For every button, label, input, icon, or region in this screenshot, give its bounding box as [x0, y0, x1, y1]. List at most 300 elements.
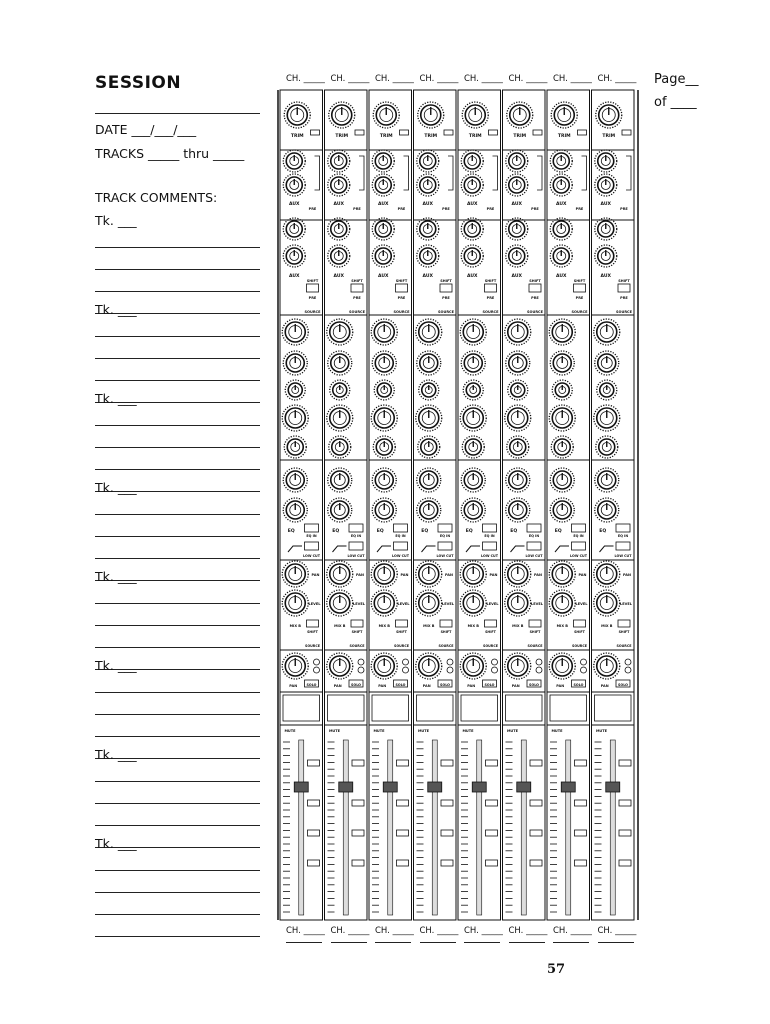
- indicator-led: [581, 667, 587, 673]
- mute-display: [506, 695, 543, 721]
- mixer-channel-strips: [276, 70, 642, 950]
- track-entry-label[interactable]: Tk. ___: [95, 658, 137, 673]
- channel-top-label[interactable]: CH. _____: [464, 74, 503, 84]
- track-entry-label[interactable]: Tk. ___: [95, 836, 137, 851]
- mixb-button: [485, 620, 497, 627]
- eq-in-button: [394, 524, 408, 532]
- trim-pad-switch: [489, 130, 498, 135]
- solo-label: SOLO: [618, 683, 628, 687]
- shift-button: [485, 284, 497, 292]
- fader-cap: [517, 782, 531, 792]
- channel-bottom-label[interactable]: CH. _____: [508, 926, 548, 936]
- source-label: SOURCE: [304, 644, 321, 648]
- trim-label: TRIM: [379, 134, 393, 139]
- pan-label: PAN: [467, 684, 476, 688]
- mute-label: MUTE: [551, 729, 563, 733]
- mute-display: [417, 695, 454, 721]
- low-cut-icon: [600, 546, 614, 552]
- pre-label: PRE: [531, 207, 539, 211]
- bus-assign-button: [397, 760, 409, 766]
- channel-bottom-label[interactable]: CH. _____: [286, 926, 325, 936]
- low-cut-label: LOW CUT: [347, 554, 365, 558]
- track-comment-line[interactable]: [95, 825, 260, 826]
- trim-label: TRIM: [602, 134, 616, 139]
- aux-label: AUX: [511, 202, 522, 207]
- source-label: SOURCE: [438, 310, 454, 314]
- solo-label: SOLO: [573, 683, 584, 687]
- track-comment-line[interactable]: [95, 536, 260, 537]
- track-entry-label[interactable]: Tk. ___: [95, 391, 137, 406]
- low-cut-icon: [422, 546, 436, 552]
- mixb-label: MIX B: [601, 624, 613, 628]
- aux-label: AUX: [600, 274, 611, 279]
- level-label: LEVEL: [442, 602, 454, 606]
- fader-track: [343, 740, 348, 915]
- page-of-field[interactable]: of ____: [654, 95, 697, 110]
- bus-assign-button: [308, 760, 320, 766]
- shift-label: SHIFT: [618, 279, 630, 283]
- indicator-led: [358, 659, 364, 665]
- channel-top-label[interactable]: CH. _____: [330, 74, 370, 84]
- channel-top-label[interactable]: CH. _____: [508, 74, 548, 84]
- track-comment-line[interactable]: [95, 447, 260, 448]
- trim-label: TRIM: [557, 134, 571, 139]
- low-cut-button: [305, 542, 319, 550]
- pre-label: PRE: [397, 207, 406, 211]
- eq-in-button: [483, 524, 497, 532]
- page-number: 57: [547, 962, 566, 977]
- fader-cap: [383, 782, 397, 792]
- fader-track: [388, 740, 393, 915]
- mixb-button: [396, 620, 408, 627]
- track-entry-label[interactable]: Tk. ___: [95, 569, 137, 584]
- solo-label: SOLO: [351, 683, 361, 687]
- fader-track: [477, 740, 482, 915]
- indicator-led: [625, 667, 631, 673]
- pre-label: PRE: [620, 207, 628, 211]
- source-label: SOURCE: [349, 644, 365, 648]
- session-notes-panel: [0, 0, 270, 1024]
- track-comment-line[interactable]: [95, 514, 260, 515]
- eq-in-button: [438, 524, 452, 532]
- trim-label: TRIM: [290, 134, 304, 139]
- aux-label: AUX: [556, 274, 567, 279]
- fader-cap: [428, 782, 442, 792]
- indicator-led: [447, 659, 453, 665]
- trim-pad-switch: [622, 130, 631, 135]
- channel-bottom-line: [598, 942, 634, 943]
- eq-in-label: EQ IN: [306, 534, 317, 538]
- mute-display: [550, 695, 587, 721]
- shift-label: SHIFT: [307, 630, 318, 634]
- eq-in-label: EQ IN: [350, 534, 362, 538]
- fader-track: [610, 740, 615, 915]
- channel-top-label[interactable]: CH. _____: [419, 74, 459, 84]
- mixb-label: MIX B: [289, 624, 301, 628]
- session-line: [95, 113, 260, 114]
- mixb-button: [574, 620, 586, 627]
- indicator-led: [492, 659, 498, 665]
- source-label: SOURCE: [616, 644, 632, 648]
- bus-assign-button: [486, 800, 498, 806]
- page-field[interactable]: Page__: [654, 72, 699, 87]
- shift-label: SHIFT: [396, 630, 407, 634]
- pre-label: PRE: [308, 207, 317, 211]
- track-comment-line[interactable]: [95, 558, 260, 559]
- track-comment-line[interactable]: [95, 647, 260, 648]
- eq-in-button: [616, 524, 630, 532]
- low-cut-icon: [377, 546, 391, 552]
- level-label: LEVEL: [353, 602, 365, 606]
- mixb-label: MIX B: [378, 624, 390, 628]
- eq-in-label: EQ IN: [439, 534, 451, 538]
- channel-bottom-line: [464, 942, 500, 943]
- aux-label: AUX: [378, 274, 389, 279]
- track-comment-line[interactable]: [95, 291, 260, 292]
- channel-bottom-label[interactable]: CH. _____: [375, 926, 414, 936]
- source-label: SOURCE: [349, 310, 365, 314]
- pan-label: PAN: [623, 573, 631, 577]
- channel-top-label[interactable]: CH. _____: [597, 74, 637, 84]
- eq-label: EQ: [332, 529, 340, 534]
- shift-button: [307, 284, 319, 292]
- pan-label: PAN: [511, 684, 520, 688]
- fader-cap: [339, 782, 353, 792]
- aux-label: AUX: [378, 202, 389, 207]
- low-cut-button: [527, 542, 541, 550]
- low-cut-icon: [555, 546, 569, 552]
- shift-label: SHIFT: [484, 279, 497, 283]
- track-comment-line[interactable]: [95, 269, 260, 270]
- channel-strip: [280, 90, 323, 920]
- pre-label: PRE: [620, 296, 628, 300]
- pan-label: PAN: [489, 573, 498, 577]
- aux-bracket: [448, 156, 453, 190]
- bus-assign-button: [308, 830, 320, 836]
- source-label: SOURCE: [571, 644, 588, 648]
- aux-bracket: [315, 156, 320, 190]
- bus-assign-button: [619, 800, 631, 806]
- low-cut-button: [394, 542, 408, 550]
- low-cut-label: LOW CUT: [436, 554, 454, 558]
- mixb-label: MIX B: [334, 624, 346, 628]
- shift-label: SHIFT: [395, 279, 408, 283]
- track-comment-line[interactable]: [95, 358, 260, 359]
- channel-bottom-line: [331, 942, 367, 943]
- level-label: LEVEL: [531, 602, 543, 606]
- channel-bottom-line: [553, 942, 589, 943]
- session-title: SESSION: [95, 73, 182, 93]
- source-label: SOURCE: [616, 310, 632, 314]
- pre-label: PRE: [575, 296, 584, 300]
- aux-label: AUX: [556, 202, 567, 207]
- channel-bottom-label[interactable]: CH. _____: [419, 926, 459, 936]
- channel-top-label[interactable]: CH. _____: [553, 74, 592, 84]
- fader-track: [566, 740, 571, 915]
- aux-bracket: [359, 156, 364, 190]
- solo-label: SOLO: [306, 683, 317, 687]
- track-comment-line[interactable]: [95, 603, 260, 604]
- track-comment-line[interactable]: [95, 892, 260, 893]
- low-cut-icon: [511, 546, 525, 552]
- aux-label: AUX: [467, 274, 478, 279]
- bus-assign-button: [575, 800, 587, 806]
- low-cut-button: [616, 542, 630, 550]
- channel-bottom-label[interactable]: CH. _____: [597, 926, 637, 936]
- channel-bottom-line: [375, 942, 411, 943]
- mixb-label: MIX B: [467, 624, 479, 628]
- track-entry-label[interactable]: Tk. ___: [95, 213, 137, 228]
- track-comments-heading: TRACK COMMENTS:: [95, 190, 218, 205]
- low-cut-label: LOW CUT: [303, 554, 320, 558]
- indicator-led: [536, 667, 542, 673]
- low-cut-label: LOW CUT: [392, 554, 409, 558]
- eq-label: EQ: [376, 529, 384, 534]
- shift-label: SHIFT: [529, 279, 541, 283]
- low-cut-label: LOW CUT: [481, 554, 498, 558]
- channel-strip: [369, 90, 412, 920]
- pre-label: PRE: [531, 296, 539, 300]
- track-comment-line[interactable]: [95, 736, 260, 737]
- mixb-label: MIX B: [423, 624, 435, 628]
- shift-button: [351, 284, 363, 292]
- bus-assign-button: [397, 830, 409, 836]
- bus-assign-button: [575, 760, 587, 766]
- aux-label: AUX: [511, 274, 522, 279]
- eq-label: EQ: [421, 529, 429, 534]
- pre-label: PRE: [353, 207, 361, 211]
- eq-in-label: EQ IN: [484, 534, 495, 538]
- fader-cap: [561, 782, 575, 792]
- mute-display: [328, 695, 365, 721]
- level-label: LEVEL: [575, 602, 588, 606]
- eq-label: EQ: [510, 529, 518, 534]
- track-comment-line[interactable]: [95, 714, 260, 715]
- channel-bottom-label[interactable]: CH. _____: [464, 926, 503, 936]
- shift-label: SHIFT: [440, 279, 452, 283]
- indicator-led: [625, 659, 631, 665]
- shift-label: SHIFT: [440, 630, 452, 634]
- channel-top-label[interactable]: CH. _____: [375, 74, 414, 84]
- aux-label: AUX: [333, 202, 344, 207]
- pan-label: PAN: [556, 684, 565, 688]
- trim-pad-switch: [355, 130, 364, 135]
- trim-label: TRIM: [513, 134, 527, 139]
- pan-label: PAN: [311, 573, 320, 577]
- channel-strip: [458, 90, 501, 920]
- pan-label: PAN: [600, 684, 609, 688]
- low-cut-label: LOW CUT: [525, 554, 543, 558]
- fader-track: [299, 740, 304, 915]
- trim-pad-switch: [444, 130, 453, 135]
- aux-bracket: [493, 156, 498, 190]
- low-cut-label: LOW CUT: [614, 554, 632, 558]
- bus-assign-button: [619, 830, 631, 836]
- eq-in-button: [305, 524, 319, 532]
- level-label: LEVEL: [308, 602, 321, 606]
- pan-label: PAN: [378, 684, 387, 688]
- mute-label: MUTE: [595, 729, 608, 733]
- low-cut-icon: [288, 546, 302, 552]
- aux-label: AUX: [333, 274, 344, 279]
- eq-label: EQ: [554, 529, 562, 534]
- aux-label: AUX: [422, 274, 433, 279]
- channel-strip: [414, 90, 457, 920]
- shift-button: [618, 284, 630, 292]
- eq-in-label: EQ IN: [395, 534, 406, 538]
- eq-label: EQ: [465, 529, 473, 534]
- track-comment-line[interactable]: [95, 469, 260, 470]
- shift-label: SHIFT: [573, 279, 586, 283]
- track-entry-label[interactable]: Tk. ___: [95, 747, 137, 762]
- pre-label: PRE: [486, 207, 495, 211]
- shift-label: SHIFT: [574, 630, 585, 634]
- source-label: SOURCE: [438, 644, 454, 648]
- bus-assign-button: [352, 800, 364, 806]
- mute-label: MUTE: [462, 729, 474, 733]
- mixb-button: [529, 620, 541, 627]
- indicator-led: [447, 667, 453, 673]
- eq-in-button: [349, 524, 363, 532]
- fader-cap: [294, 782, 308, 792]
- eq-in-label: EQ IN: [528, 534, 540, 538]
- bus-assign-button: [397, 860, 409, 866]
- fader-track: [521, 740, 526, 915]
- indicator-led: [314, 659, 320, 665]
- solo-label: SOLO: [440, 683, 450, 687]
- track-comment-line[interactable]: [95, 380, 260, 381]
- source-label: SOURCE: [482, 310, 499, 314]
- bus-assign-button: [441, 760, 453, 766]
- eq-label: EQ: [287, 529, 295, 534]
- pre-label: PRE: [442, 296, 450, 300]
- low-cut-button: [483, 542, 497, 550]
- aux-bracket: [404, 156, 409, 190]
- mixb-button: [307, 620, 319, 627]
- bus-assign-button: [308, 800, 320, 806]
- pre-label: PRE: [308, 296, 317, 300]
- source-label: SOURCE: [571, 310, 588, 314]
- level-label: LEVEL: [620, 602, 632, 606]
- eq-in-button: [572, 524, 586, 532]
- pan-label: PAN: [422, 684, 431, 688]
- track-comment-line[interactable]: [95, 781, 260, 782]
- source-label: SOURCE: [527, 644, 543, 648]
- level-label: LEVEL: [397, 602, 410, 606]
- source-label: SOURCE: [527, 310, 543, 314]
- pre-label: PRE: [397, 296, 406, 300]
- bus-assign-button: [308, 860, 320, 866]
- bus-assign-button: [530, 860, 542, 866]
- channel-strip: [325, 90, 368, 920]
- trim-pad-switch: [578, 130, 587, 135]
- track-comment-line[interactable]: [95, 936, 260, 937]
- mute-display: [595, 695, 632, 721]
- aux-bracket: [537, 156, 542, 190]
- source-label: SOURCE: [393, 644, 410, 648]
- track-comment-line[interactable]: [95, 870, 260, 871]
- track-comment-line[interactable]: [95, 425, 260, 426]
- channel-bottom-label[interactable]: CH. _____: [553, 926, 592, 936]
- pre-label: PRE: [575, 207, 584, 211]
- low-cut-icon: [466, 546, 480, 552]
- mute-label: MUTE: [284, 729, 296, 733]
- shift-label: SHIFT: [351, 279, 363, 283]
- shift-label: SHIFT: [306, 279, 319, 283]
- channel-bottom-line: [286, 942, 322, 943]
- shift-label: SHIFT: [529, 630, 541, 634]
- bus-assign-button: [486, 860, 498, 866]
- channel-strip: [503, 90, 546, 920]
- indicator-led: [492, 667, 498, 673]
- bus-assign-button: [530, 830, 542, 836]
- pan-label: PAN: [289, 684, 298, 688]
- aux-bracket: [626, 156, 631, 190]
- mute-label: MUTE: [417, 729, 430, 733]
- track-comment-line[interactable]: [95, 803, 260, 804]
- track-entry-label[interactable]: Tk. ___: [95, 302, 137, 317]
- mixb-label: MIX B: [556, 624, 568, 628]
- aux-label: AUX: [422, 202, 433, 207]
- channel-bottom-label[interactable]: CH. _____: [330, 926, 370, 936]
- eq-in-label: EQ IN: [617, 534, 629, 538]
- bus-assign-button: [352, 860, 364, 866]
- channel-top-label[interactable]: CH. _____: [286, 74, 325, 84]
- bus-assign-button: [619, 860, 631, 866]
- track-entry-label[interactable]: Tk. ___: [95, 480, 137, 495]
- trim-pad-switch: [400, 130, 409, 135]
- aux-label: AUX: [289, 274, 300, 279]
- solo-label: SOLO: [529, 683, 539, 687]
- indicator-led: [536, 659, 542, 665]
- track-comment-line[interactable]: [95, 247, 260, 248]
- shift-label: SHIFT: [351, 630, 363, 634]
- aux-label: AUX: [289, 202, 300, 207]
- tracks-field[interactable]: TRACKS _____ thru _____: [95, 146, 245, 161]
- track-comment-line[interactable]: [95, 625, 260, 626]
- low-cut-icon: [333, 546, 347, 552]
- low-cut-button: [572, 542, 586, 550]
- track-comment-line[interactable]: [95, 914, 260, 915]
- source-label: SOURCE: [482, 644, 499, 648]
- shift-button: [574, 284, 586, 292]
- shift-button: [529, 284, 541, 292]
- source-label: SOURCE: [304, 310, 321, 314]
- shift-label: SHIFT: [485, 630, 496, 634]
- indicator-led: [314, 667, 320, 673]
- aux-bracket: [582, 156, 587, 190]
- bus-assign-button: [486, 760, 498, 766]
- bus-assign-button: [575, 830, 587, 836]
- pan-label: PAN: [356, 573, 364, 577]
- bus-assign-button: [352, 760, 364, 766]
- mute-display: [283, 695, 320, 721]
- mute-label: MUTE: [373, 729, 385, 733]
- indicator-led: [403, 667, 409, 673]
- channel-strip: [592, 90, 635, 920]
- date-field[interactable]: DATE ___/___/___: [95, 122, 197, 137]
- low-cut-label: LOW CUT: [570, 554, 587, 558]
- bus-assign-button: [441, 830, 453, 836]
- trim-label: TRIM: [335, 134, 349, 139]
- pre-label: PRE: [442, 207, 450, 211]
- track-comment-line[interactable]: [95, 336, 260, 337]
- mixb-button: [440, 620, 452, 627]
- aux-label: AUX: [467, 202, 478, 207]
- mixb-label: MIX B: [512, 624, 524, 628]
- track-comment-line[interactable]: [95, 692, 260, 693]
- pan-label: PAN: [400, 573, 409, 577]
